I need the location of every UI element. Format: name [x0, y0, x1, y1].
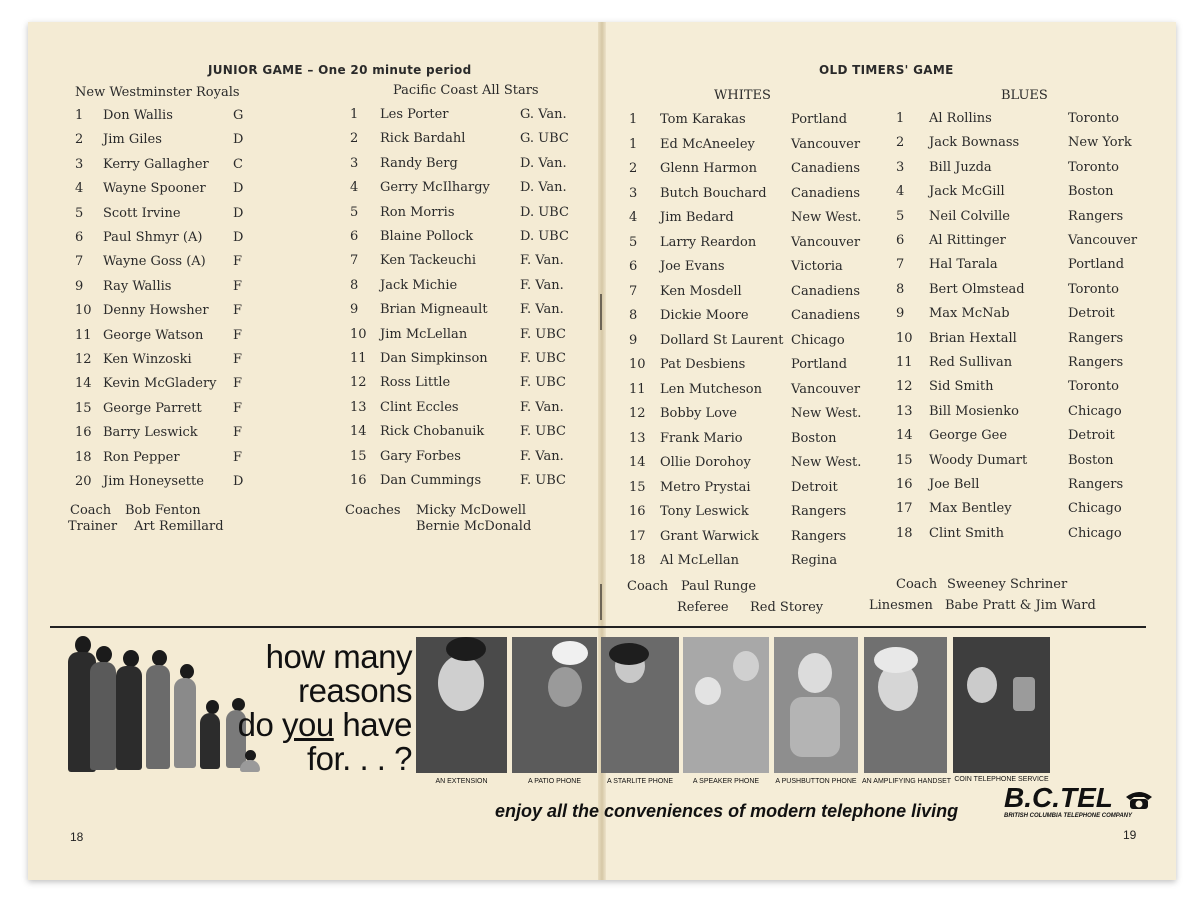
blues-team: New York — [1068, 135, 1132, 151]
ad-headline-line-1: how many — [265, 638, 412, 675]
whites-number: 3 — [629, 185, 638, 201]
royals-name: Jim Giles — [103, 132, 162, 148]
royals-position: F — [233, 303, 243, 319]
royals-name: Jim Honeysette — [103, 474, 204, 489]
whites-number: 17 — [629, 528, 646, 544]
royals-position: F — [233, 352, 243, 367]
allstars-position: D. Van. — [520, 155, 567, 171]
caption-pushbutton: A PUSHBUTTON PHONE — [775, 778, 857, 785]
team-name-royals: New Westminster Royals — [75, 85, 240, 100]
whites-name: Butch Bouchard — [660, 185, 767, 201]
blues-number: 9 — [896, 306, 905, 322]
allstars-position: F. UBC — [520, 326, 566, 342]
blues-team: Rangers — [1068, 208, 1124, 224]
whites-number: 18 — [629, 553, 646, 568]
royals-number: 16 — [75, 425, 92, 441]
allstars-name: Les Porter — [380, 107, 449, 122]
blues-name: Clint Smith — [929, 525, 1004, 541]
allstars-number: 13 — [350, 399, 367, 415]
blues-name: Neil Colville — [929, 208, 1010, 224]
whites-team: Portland — [791, 357, 848, 372]
royals-position: D — [233, 132, 244, 148]
blues-name: Brian Hextall — [929, 330, 1017, 346]
royals-position: D — [233, 230, 244, 245]
whites-name: Ken Mosdell — [660, 283, 742, 299]
whites-name: Tom Karakas — [660, 112, 746, 127]
allstars-number: 16 — [350, 473, 367, 488]
whites-number: 14 — [629, 455, 646, 470]
allstars-position: F. Van. — [520, 277, 564, 293]
team-name-whites: WHITES — [714, 88, 771, 103]
blues-team: Portland — [1068, 257, 1125, 273]
allstars-name: Blaine Pollock — [380, 229, 474, 244]
royals-coach: Bob Fenton — [125, 503, 201, 518]
royals-name: Don Wallis — [103, 108, 173, 123]
royals-position: F — [233, 425, 243, 441]
bctel-subtitle: BRITISH COLUMBIA TELEPHONE COMPANY — [1004, 813, 1133, 819]
royals-number: 15 — [75, 400, 92, 416]
blues-name: Jack Bownass — [929, 135, 1020, 151]
blues-team: Vancouver — [1068, 233, 1138, 248]
allstars-number: 9 — [350, 302, 359, 318]
linesmen: Babe Pratt & Jim Ward — [945, 598, 1096, 613]
royals-number: 10 — [75, 303, 92, 319]
blues-number: 18 — [896, 525, 913, 541]
blues-name: Bill Mosienko — [929, 403, 1019, 419]
staple-top — [600, 294, 602, 330]
whites-number: 1 — [629, 136, 638, 152]
whites-name: Glenn Harmon — [660, 161, 757, 176]
allstars-position: F. Van. — [520, 448, 564, 464]
allstars-position: D. UBC — [520, 229, 569, 244]
allstars-position: G. UBC — [520, 131, 569, 147]
royals-position: F — [233, 376, 243, 392]
photo-pushbutton — [774, 637, 858, 773]
royals-name: Ken Winzoski — [103, 352, 192, 367]
allstars-coach-2: Bernie McDonald — [416, 519, 532, 534]
blues-team: Chicago — [1068, 501, 1122, 517]
ad-headline — [232, 640, 412, 776]
royals-position: G — [233, 108, 244, 123]
whites-number: 12 — [629, 406, 646, 421]
royals-position: C — [233, 156, 243, 172]
royals-name: George Watson — [103, 327, 204, 343]
blues-name: Bill Juzda — [929, 159, 992, 175]
royals-number: 4 — [75, 181, 84, 197]
whites-name: Larry Reardon — [660, 234, 757, 250]
whites-name: Pat Desbiens — [660, 357, 746, 372]
royals-trainer-label: Trainer — [68, 519, 118, 534]
whites-team: New West. — [791, 210, 862, 225]
team-name-allstars: Pacific Coast All Stars — [393, 83, 539, 98]
blues-team: Boston — [1068, 184, 1114, 200]
blues-team: Rangers — [1068, 355, 1124, 370]
blues-number: 8 — [896, 281, 905, 297]
blues-team: Toronto — [1068, 281, 1119, 297]
caption-starlite: A STARLITE PHONE — [607, 778, 673, 785]
program-booklet — [28, 22, 1176, 880]
allstars-number: 12 — [350, 375, 367, 391]
ad-headline-line-3: do you have — [237, 706, 412, 743]
blues-number: 10 — [896, 330, 913, 346]
whites-team: New West. — [791, 406, 862, 421]
oldtimers-title: OLD TIMERS' GAME — [819, 63, 954, 77]
allstars-name: Dan Simpkinson — [380, 351, 488, 366]
caption-extension: AN EXTENSION — [435, 778, 488, 785]
whites-team: Rangers — [791, 504, 847, 519]
page-number-right: 19 — [1123, 828, 1137, 842]
allstars-number: 8 — [350, 277, 359, 293]
blues-number: 12 — [896, 379, 913, 395]
blues-name: Sid Smith — [929, 379, 994, 395]
allstars-number: 3 — [350, 155, 359, 171]
blues-team: Toronto — [1068, 111, 1119, 126]
whites-team: Canadiens — [791, 161, 861, 176]
photo-starlite — [601, 637, 679, 773]
caption-coin: COIN TELEPHONE SERVICE — [954, 776, 1049, 783]
blues-number: 7 — [896, 257, 905, 273]
blues-name: Al Rittinger — [929, 233, 1006, 248]
blues-name: Joe Bell — [929, 477, 980, 492]
ad-headline-underlined-word: you — [282, 706, 334, 743]
whites-name: Ed McAneeley — [660, 136, 755, 152]
allstars-name: Randy Berg — [380, 155, 458, 171]
royals-number: 2 — [75, 132, 84, 148]
whites-number: 9 — [629, 332, 638, 348]
allstars-position: D. Van. — [520, 180, 567, 196]
whites-number: 4 — [629, 210, 638, 225]
royals-coach-label: Coach — [70, 503, 112, 518]
whites-team: Chicago — [791, 332, 845, 348]
allstars-name: Rick Bardahl — [380, 131, 466, 147]
whites-number: 16 — [629, 504, 646, 519]
blues-coach: Sweeney Schriner — [947, 577, 1068, 592]
royals-position: F — [233, 327, 243, 343]
photo-amplifying — [864, 637, 947, 773]
royals-position: F — [233, 254, 243, 270]
whites-name: Al McLellan — [660, 553, 740, 568]
royals-position: F — [233, 400, 243, 416]
whites-name: Metro Prystai — [660, 479, 751, 495]
referee-label: Referee — [677, 600, 729, 615]
allstars-name: Jack Michie — [380, 277, 458, 293]
allstars-number: 11 — [350, 351, 367, 366]
blues-number: 2 — [896, 135, 905, 151]
whites-team: Detroit — [791, 479, 838, 495]
allstars-position: F. UBC — [520, 473, 566, 488]
blues-coach-label: Coach — [896, 577, 938, 592]
royals-number: 12 — [75, 352, 92, 367]
royals-position: D — [233, 181, 244, 197]
whites-team: Vancouver — [791, 234, 861, 250]
blues-team: Boston — [1068, 452, 1114, 468]
royals-position: D — [233, 205, 244, 221]
whites-number: 7 — [629, 283, 638, 299]
blues-team: Toronto — [1068, 159, 1119, 175]
ad-tagline: enjoy all the conveniences of modern telephone living — [495, 801, 959, 821]
blues-number: 17 — [896, 501, 913, 517]
whites-number: 1 — [629, 112, 638, 127]
royals-number: 5 — [75, 205, 84, 221]
allstars-number: 2 — [350, 131, 359, 147]
royals-name: Kerry Gallagher — [103, 156, 209, 172]
allstars-coach-1: Micky McDowell — [416, 503, 527, 518]
whites-number: 15 — [629, 479, 646, 495]
allstars-position: D. UBC — [520, 204, 569, 220]
blues-name: Bert Olmstead — [929, 281, 1025, 297]
blues-name: Jack McGill — [929, 184, 1005, 200]
whites-number: 11 — [629, 381, 646, 397]
whites-name: Ollie Dorohoy — [660, 455, 751, 470]
ad-headline-line-4: for. . . ? — [306, 740, 412, 777]
blues-number: 15 — [896, 452, 913, 468]
blues-team: Rangers — [1068, 477, 1124, 492]
allstars-number: 14 — [350, 424, 367, 440]
allstars-position: F. Van. — [520, 399, 564, 415]
royals-number: 7 — [75, 254, 84, 270]
bctel-logo — [1004, 782, 1154, 814]
whites-name: Frank Mario — [660, 430, 743, 446]
blues-name: Max McNab — [929, 306, 1010, 322]
whites-number: 13 — [629, 430, 646, 446]
blues-number: 3 — [896, 159, 905, 175]
team-name-blues: BLUES — [1001, 88, 1048, 103]
allstars-number: 4 — [350, 180, 359, 196]
allstars-position: G. Van. — [520, 107, 567, 122]
blues-name: Red Sullivan — [929, 355, 1013, 370]
blues-number: 14 — [896, 428, 913, 444]
royals-number: 18 — [75, 449, 92, 465]
allstars-number: 1 — [350, 107, 359, 122]
whites-number: 8 — [629, 308, 638, 323]
royals-position: F — [233, 449, 243, 465]
page-number-left: 18 — [70, 830, 84, 844]
allstars-name: Jim McLellan — [380, 326, 468, 342]
royals-number: 9 — [75, 278, 84, 294]
allstars-position: F. UBC — [520, 351, 566, 366]
blues-name: Hal Tarala — [929, 257, 998, 273]
blues-number: 13 — [896, 403, 913, 419]
royals-name: Denny Howsher — [103, 303, 209, 319]
allstars-name: Gary Forbes — [380, 448, 461, 464]
royals-trainer: Art Remillard — [134, 519, 224, 534]
allstars-name: Rick Chobanuik — [380, 424, 485, 440]
whites-team: Rangers — [791, 528, 847, 544]
whites-number: 5 — [629, 234, 638, 250]
whites-team: Canadiens — [791, 308, 861, 323]
allstars-name: Brian Migneault — [380, 302, 488, 318]
whites-team: Canadiens — [791, 283, 861, 299]
whites-name: Joe Evans — [660, 259, 725, 274]
whites-team: Vancouver — [791, 381, 861, 397]
whites-number: 2 — [629, 161, 638, 176]
blues-number: 6 — [896, 233, 905, 248]
whites-team: Regina — [791, 553, 838, 568]
royals-name: Kevin McGladery — [103, 376, 217, 392]
blues-number: 16 — [896, 477, 913, 492]
allstars-number: 5 — [350, 204, 359, 220]
allstars-position: F. Van. — [520, 302, 564, 318]
royals-number: 14 — [75, 376, 92, 392]
photo-speaker — [683, 637, 769, 773]
referee: Red Storey — [750, 600, 824, 615]
blues-name: Al Rollins — [929, 111, 992, 126]
photo-extension — [416, 637, 507, 773]
blues-team: Detroit — [1068, 428, 1115, 444]
allstars-position: F. Van. — [520, 253, 564, 269]
whites-name: Dollard St Laurent — [660, 332, 784, 348]
allstars-number: 6 — [350, 229, 359, 244]
allstars-number: 7 — [350, 253, 359, 269]
blues-team: Chicago — [1068, 525, 1122, 541]
whites-number: 6 — [629, 259, 638, 274]
whites-name: Dickie Moore — [660, 308, 749, 323]
blues-team: Chicago — [1068, 403, 1122, 419]
allstars-name: Dan Cummings — [380, 473, 482, 488]
blues-number: 5 — [896, 208, 905, 224]
allstars-position: F. UBC — [520, 375, 566, 391]
whites-coach-label: Coach — [627, 579, 669, 594]
photo-coin — [953, 637, 1050, 773]
whites-coach: Paul Runge — [681, 579, 757, 594]
royals-number: 20 — [75, 474, 92, 489]
allstars-number: 15 — [350, 448, 367, 464]
junior-game-title: JUNIOR GAME – One 20 minute period — [208, 63, 472, 77]
royals-position: F — [233, 278, 243, 294]
bctel-wordmark: B.C.TEL — [1004, 782, 1113, 813]
whites-name: Jim Bedard — [660, 210, 734, 225]
ad-divider-rule — [50, 626, 1146, 628]
royals-number: 6 — [75, 230, 84, 245]
allstars-name: Ken Tackeuchi — [380, 253, 477, 269]
royals-name: George Parrett — [103, 400, 202, 416]
staple-bottom — [600, 584, 602, 620]
whites-name: Tony Leswick — [660, 504, 749, 519]
whites-name: Bobby Love — [660, 406, 737, 421]
caption-patio: A PATIO PHONE — [527, 778, 582, 785]
linesmen-label: Linesmen — [869, 598, 933, 613]
whites-team: Canadiens — [791, 185, 861, 201]
ad-headline-line-2: reasons — [298, 672, 412, 709]
whites-name: Len Mutcheson — [660, 381, 762, 397]
royals-name: Paul Shmyr (A) — [103, 230, 203, 245]
allstars-name: Ross Little — [380, 375, 451, 391]
royals-number: 1 — [75, 108, 84, 123]
blues-team: Detroit — [1068, 306, 1115, 322]
royals-name: Scott Irvine — [103, 205, 181, 221]
photo-patio — [512, 637, 597, 773]
allstars-number: 10 — [350, 326, 367, 342]
allstars-name: Gerry McIlhargy — [380, 180, 490, 196]
royals-name: Wayne Goss (A) — [103, 254, 206, 270]
allstars-position: F. UBC — [520, 424, 566, 440]
royals-name: Ray Wallis — [103, 278, 172, 294]
blues-name: Max Bentley — [929, 501, 1012, 517]
royals-position: D — [233, 474, 244, 489]
allstars-coaches-label: Coaches — [345, 503, 401, 518]
whites-team: Vancouver — [791, 136, 861, 152]
royals-name: Barry Leswick — [103, 425, 198, 441]
caption-amplifying: AN AMPLIFYING HANDSET — [862, 778, 952, 785]
telephone-icon — [1124, 789, 1154, 811]
blues-team: Rangers — [1068, 330, 1124, 346]
blues-number: 1 — [896, 111, 905, 126]
whites-team: Victoria — [791, 259, 843, 274]
blues-team: Toronto — [1068, 379, 1119, 395]
whites-number: 10 — [629, 357, 646, 372]
royals-name: Wayne Spooner — [103, 181, 206, 197]
caption-speaker: A SPEAKER PHONE — [692, 778, 760, 785]
blues-name: George Gee — [929, 428, 1008, 444]
whites-team: Boston — [791, 430, 837, 446]
whites-team: New West. — [791, 455, 862, 470]
allstars-name: Clint Eccles — [380, 399, 459, 415]
royals-name: Ron Pepper — [103, 449, 180, 465]
allstars-name: Ron Morris — [380, 204, 455, 220]
whites-name: Grant Warwick — [660, 528, 759, 544]
royals-number: 11 — [75, 327, 92, 343]
blues-number: 11 — [896, 355, 913, 370]
whites-team: Portland — [791, 112, 848, 127]
blues-name: Woody Dumart — [929, 452, 1028, 468]
blues-number: 4 — [896, 184, 905, 200]
royals-number: 3 — [75, 156, 84, 172]
